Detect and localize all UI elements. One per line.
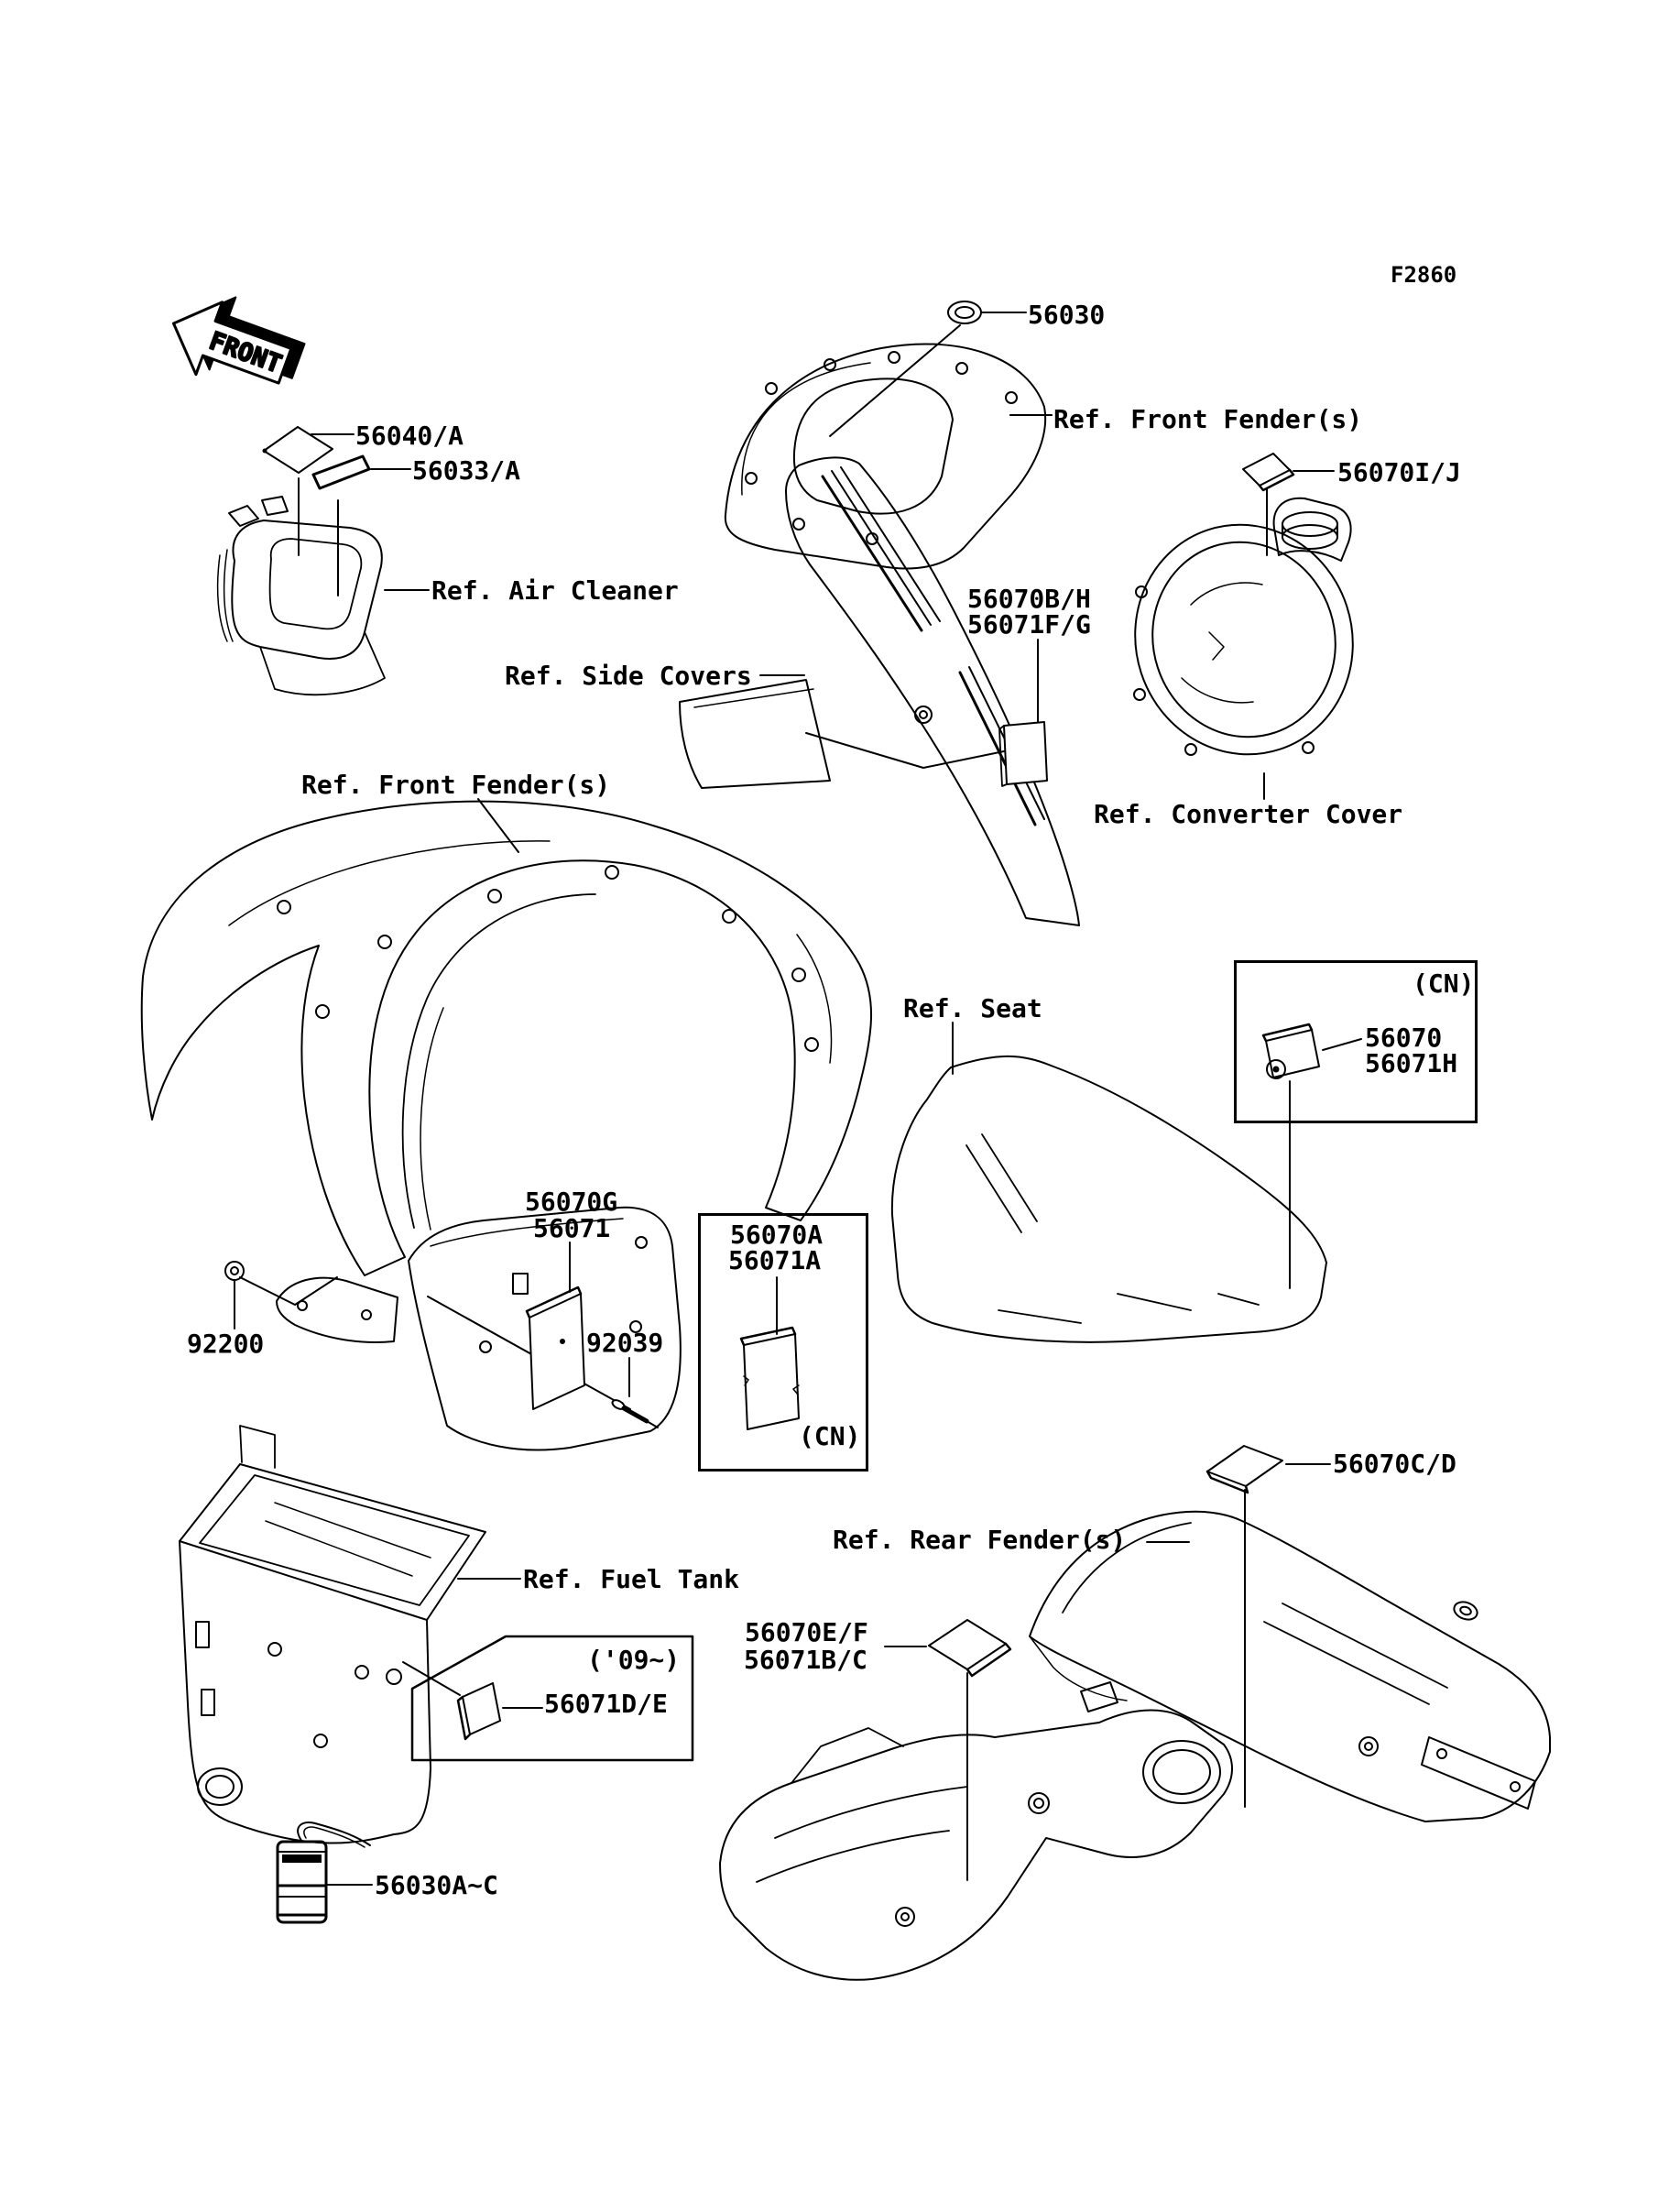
side-cover-drawing: [680, 457, 1079, 925]
callout-56070ef: 56070E/F: [745, 1617, 868, 1647]
seat-box-cn-tag: (CN): [1413, 968, 1475, 999]
tank-box-year-tag: ('09~): [587, 1645, 681, 1675]
callout-56071fg: 56071F/G: [967, 609, 1091, 640]
hang-tag-drawing: [278, 1822, 372, 1922]
ref-side-covers: Ref. Side Covers: [505, 661, 752, 691]
figure-code: F2860: [1391, 262, 1457, 288]
callout-56030: 56030: [1028, 300, 1106, 330]
ref-air-cleaner: Ref. Air Cleaner: [431, 575, 679, 606]
callout-56070: 56070: [1365, 1023, 1443, 1053]
washer-56030-part: [830, 301, 1026, 436]
sticker-56070g: [527, 1242, 584, 1409]
sticker-56070cd: [1207, 1446, 1330, 1807]
callout-56030ac: 56030A~C: [375, 1870, 498, 1900]
callout-56071de: 56071D/E: [544, 1689, 668, 1719]
callout-56070g: 56070G: [525, 1187, 618, 1217]
ref-seat: Ref. Seat: [903, 993, 1042, 1023]
callout-56040a: 56040/A: [355, 421, 464, 451]
callout-56071h: 56071H: [1365, 1048, 1458, 1078]
sticker-56070ij: [1243, 454, 1334, 555]
sticker-56033a: [313, 456, 410, 488]
callout-56070bh: 56070B/H: [967, 584, 1091, 614]
callout-92200: 92200: [187, 1329, 265, 1359]
ref-rear-fender: Ref. Rear Fender(s): [833, 1525, 1127, 1555]
callout-92039: 92039: [586, 1328, 664, 1358]
callout-56070a: 56070A: [730, 1220, 824, 1250]
front-fender-top-drawing: [725, 345, 1052, 569]
front-arrow-label: FRONT: [205, 326, 286, 379]
rear-fender-lower-drawing: [720, 1682, 1232, 1980]
callout-56070cd: 56070C/D: [1333, 1449, 1456, 1479]
ref-fuel-tank: Ref. Fuel Tank: [523, 1564, 740, 1594]
callout-56033a: 56033/A: [412, 455, 521, 486]
fender-box-cn-tag: (CN): [799, 1421, 861, 1451]
rear-fender-top-drawing: [1030, 1512, 1550, 1822]
ref-converter-cover: Ref. Converter Cover: [1094, 799, 1403, 829]
callout-56071bc: 56071B/C: [744, 1645, 867, 1675]
ref-front-fender-main: Ref. Front Fender(s): [301, 770, 611, 800]
front-arrow: [159, 280, 311, 406]
ref-front-fender-top: Ref. Front Fender(s): [1053, 404, 1363, 434]
sticker-56070ef: [885, 1620, 1010, 1880]
air-cleaner-drawing: [218, 478, 429, 695]
fuel-tank-drawing: [180, 1426, 520, 1843]
callout-56071: 56071: [533, 1213, 611, 1243]
callout-56070ij: 56070I/J: [1337, 457, 1461, 487]
converter-cover-drawing: [1106, 497, 1382, 799]
callout-56071a: 56071A: [728, 1245, 822, 1275]
